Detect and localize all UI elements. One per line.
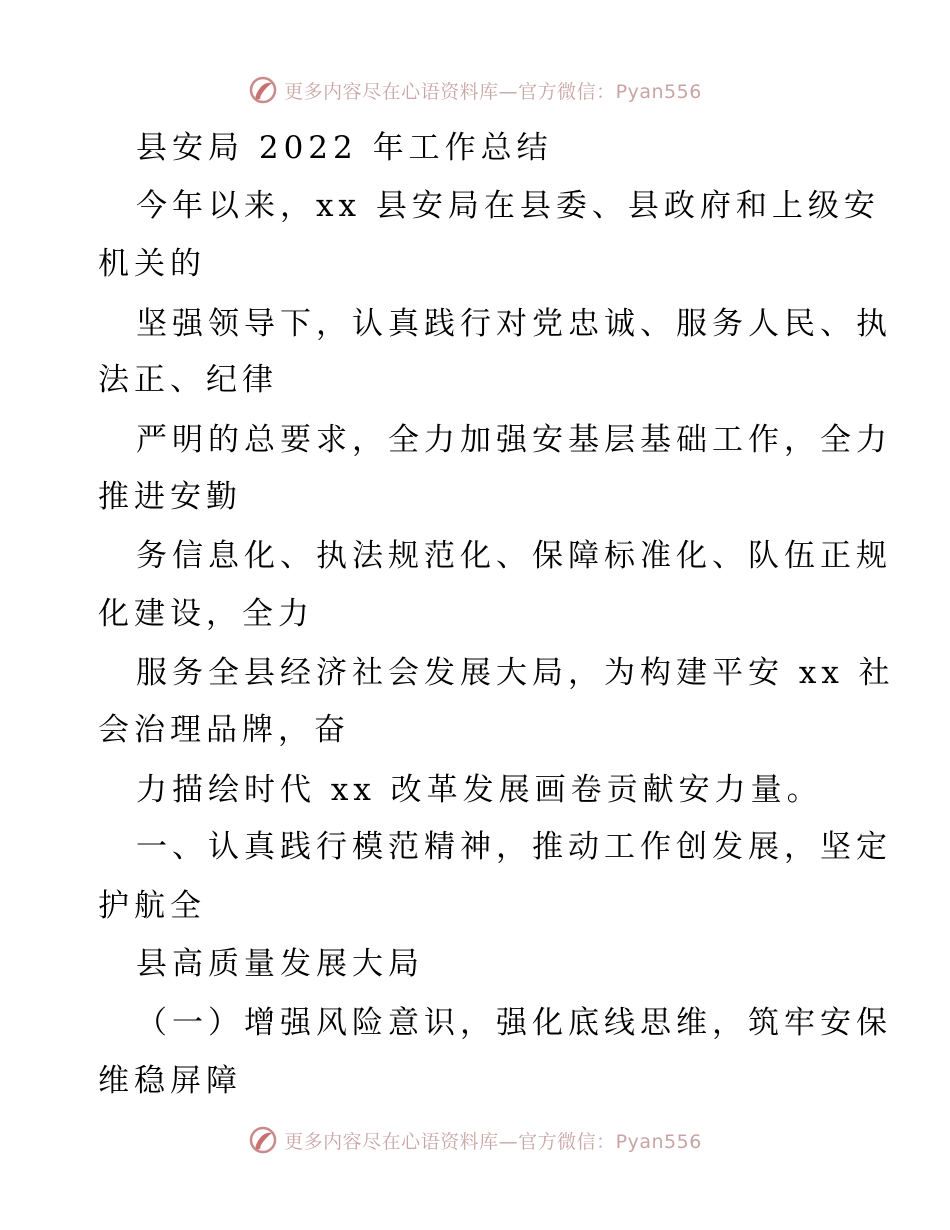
text-line: 机关的 (98, 246, 206, 282)
text-line: 会治理品牌，奋 (98, 712, 350, 748)
text-line: 服务全县经济社会发展大局，为构建平安 xx 社 (136, 655, 895, 691)
text-line: 县高质量发展大局 (136, 946, 424, 982)
subsection-heading: （一）增强风险意识，强化底线思维，筑牢安保 (136, 1005, 892, 1041)
document-title: 县安局 2022 年工作总结 (136, 130, 553, 166)
text-line: 今年以来，xx 县安局在县委、县政府和上级安 (136, 188, 880, 224)
text-line: 维稳屏障 (98, 1063, 242, 1099)
text-line: 力描绘时代 xx 改革发展画卷贡献安力量。 (136, 772, 823, 808)
text-line: 务信息化、执法规范化、保障标准化、队伍正规 (136, 538, 892, 574)
text-line: 坚强领导下，认真践行对党忠诚、服务人民、执 (136, 306, 892, 342)
watermark-text: 更多内容尽在心语资料库—官方微信：Pyan556 (284, 80, 702, 103)
watermark-text: 更多内容尽在心语资料库—官方微信：Pyan556 (284, 1130, 702, 1153)
header-watermark (0, 70, 950, 110)
brush-seal-icon (248, 75, 278, 105)
section-heading: 一、认真践行模范精神，推动工作创发展，坚定 (136, 829, 892, 865)
text-line: 严明的总要求，全力加强安基层基础工作，全力 (136, 422, 892, 458)
text-line: 法正、纪律 (98, 362, 278, 398)
text-line: 推进安勤 (98, 479, 242, 515)
text-line: 护航全 (98, 888, 206, 924)
brush-seal-icon (248, 1125, 278, 1155)
text-line: 化建设，全力 (98, 596, 314, 632)
footer-watermark (0, 1120, 950, 1160)
